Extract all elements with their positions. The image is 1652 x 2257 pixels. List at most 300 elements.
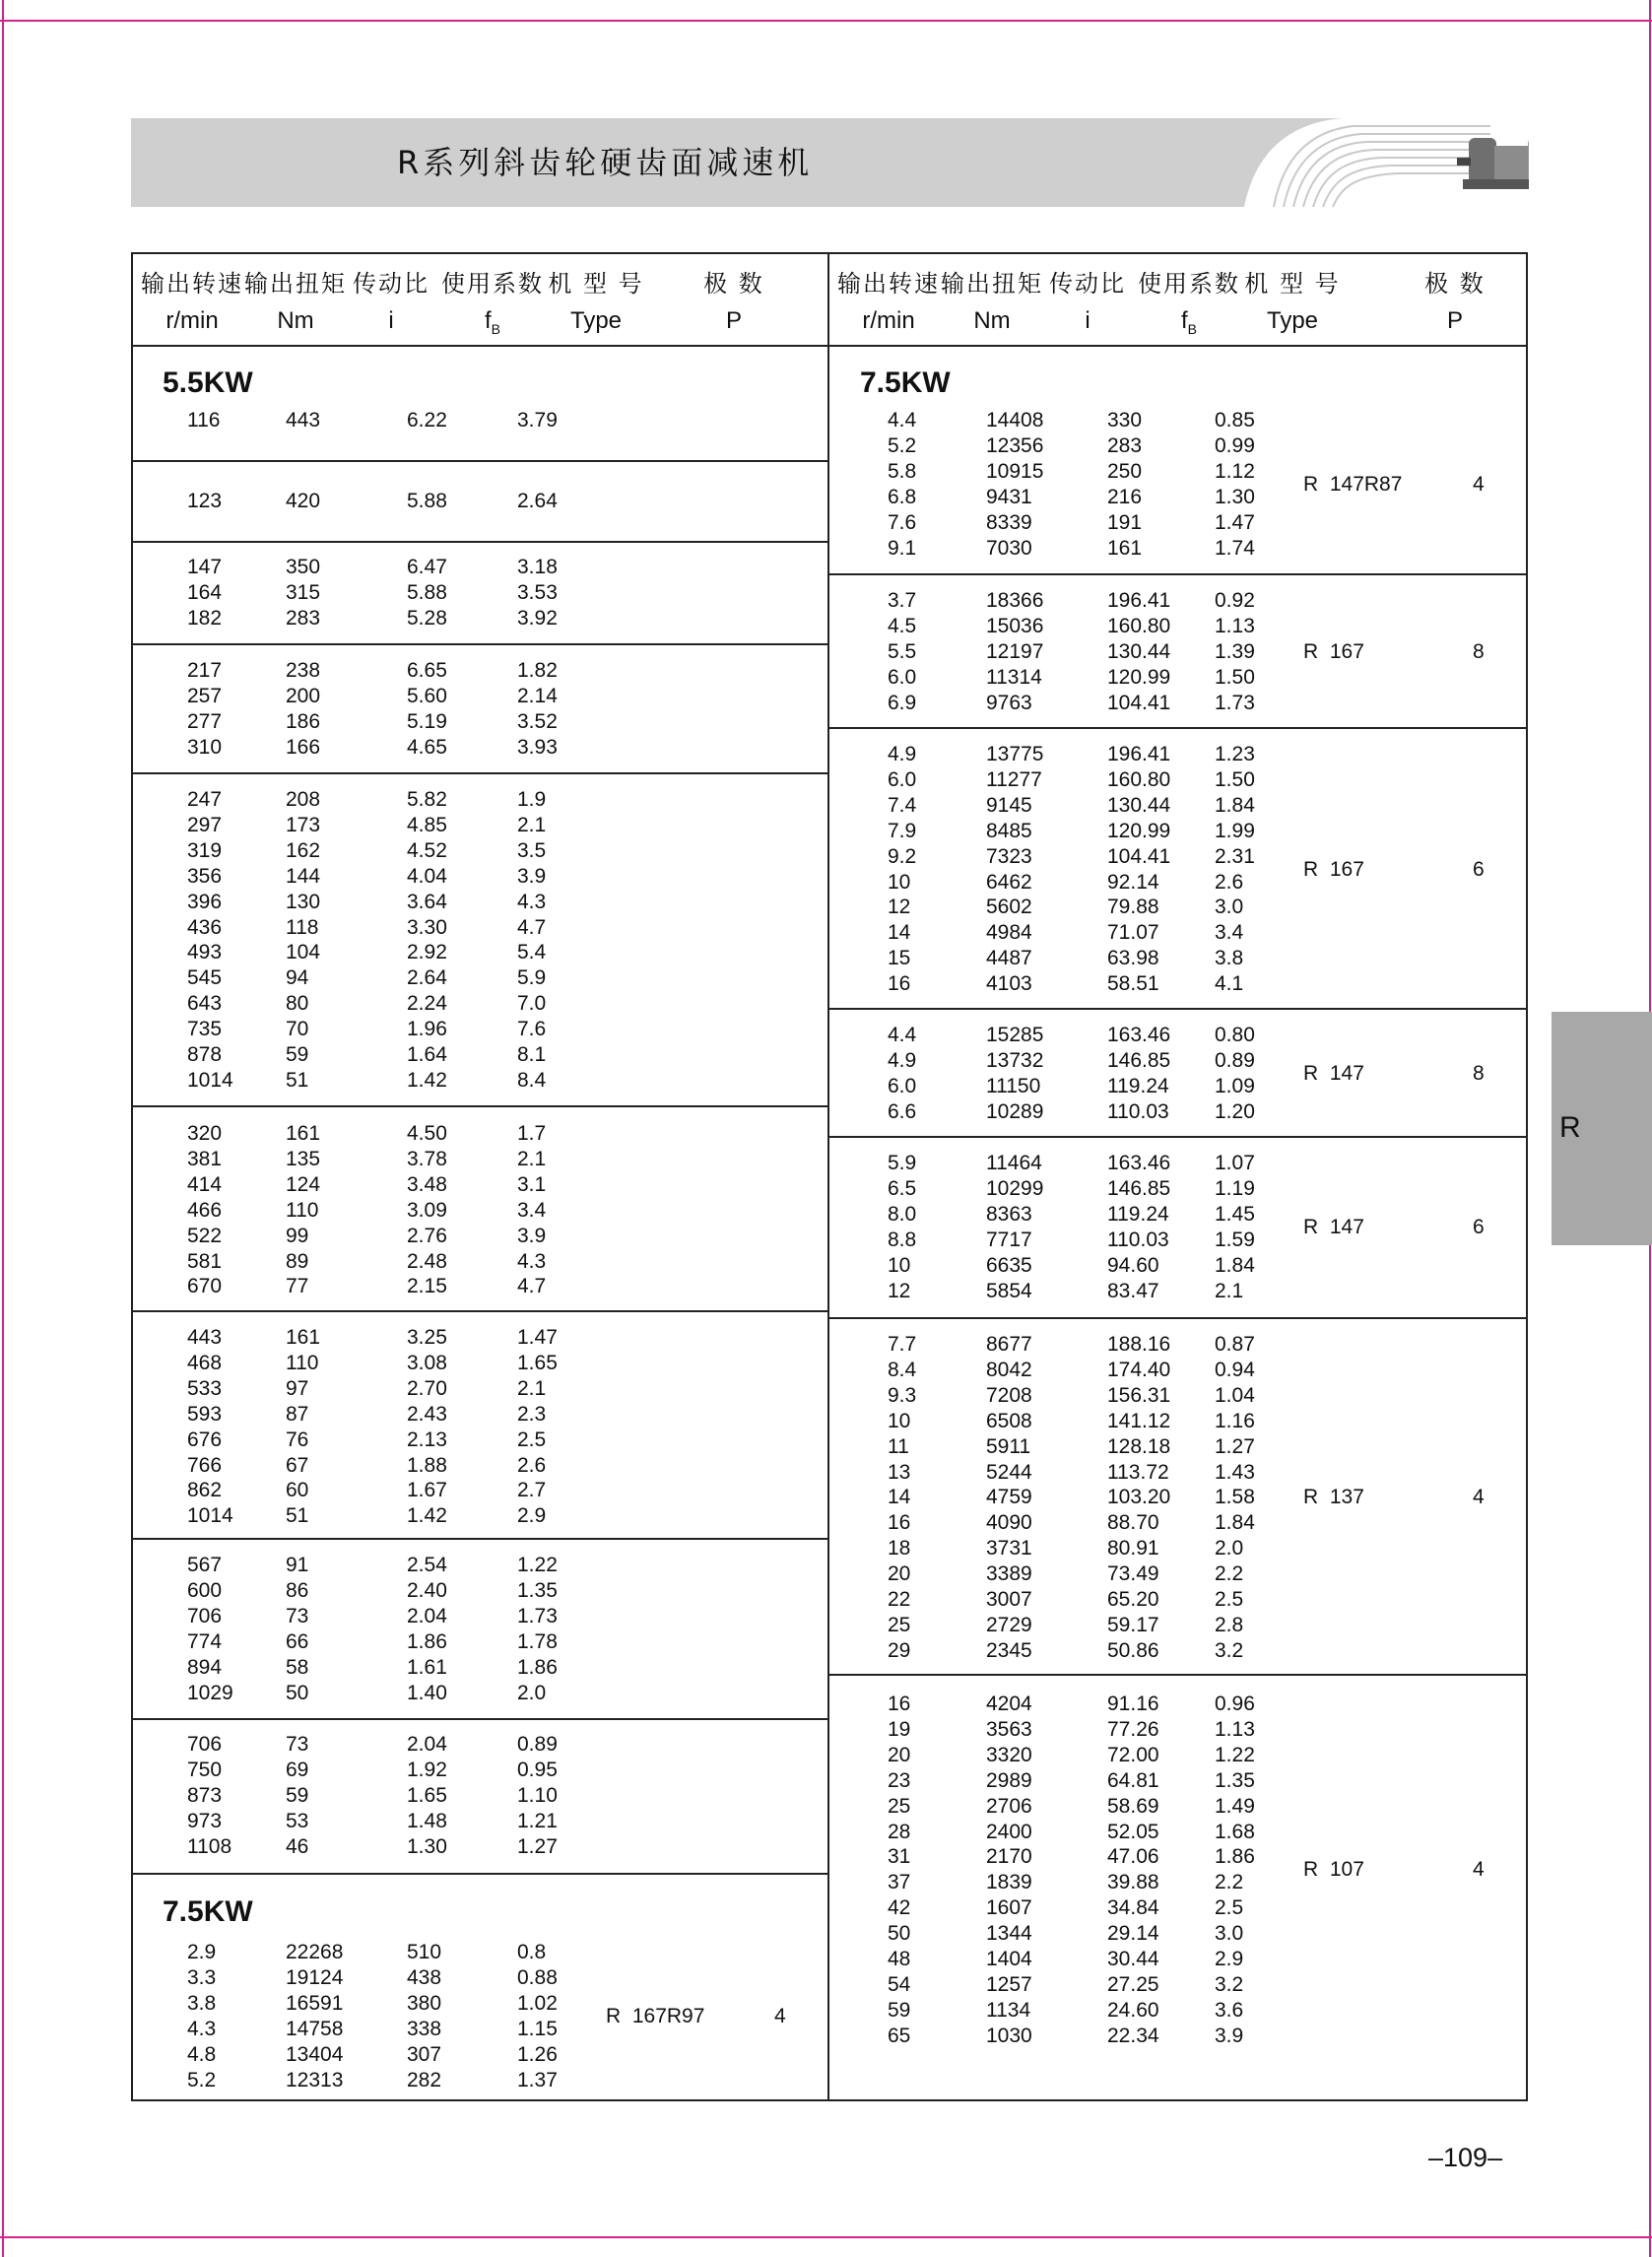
cell-service-factor: 1.82	[517, 659, 558, 682]
cell-speed: 23	[888, 1768, 911, 1792]
cell-service-factor: 7.6	[517, 1018, 547, 1041]
cell-service-factor: 1.20	[1215, 1099, 1255, 1123]
model-type-label: R 147	[1303, 1061, 1364, 1085]
cell-torque: 350	[286, 556, 321, 578]
cell-ratio: 174.40	[1107, 1358, 1171, 1381]
cell-speed: 545	[187, 966, 223, 990]
cell-ratio: 130.44	[1107, 793, 1171, 817]
table-row	[0, 1434, 1652, 1460]
cell-ratio: 5.88	[407, 580, 447, 604]
cell-speed: 5.2	[187, 2068, 217, 2091]
cell-speed: 4.9	[888, 743, 917, 765]
cell-service-factor: 1.02	[517, 1991, 558, 2015]
cell-ratio: 282	[407, 2068, 442, 2091]
cell-ratio: 146.85	[1107, 1048, 1171, 1072]
cell-service-factor: 1.7	[517, 1122, 547, 1145]
table-row	[0, 1510, 1652, 1536]
cell-torque: 9431	[986, 485, 1032, 508]
cell-speed: 2.9	[187, 1941, 217, 1963]
table-row	[0, 742, 1652, 767]
cell-service-factor: 2.1	[517, 1147, 547, 1170]
table-row	[0, 1279, 1652, 1304]
table-row	[0, 1794, 1652, 1820]
section-title-5-5kw: 5.5KW	[163, 366, 253, 399]
page-title: R系列斜齿轮硬齿面减速机	[397, 144, 814, 181]
cell-ratio: 1.96	[407, 1018, 447, 1041]
cell-torque: 50	[286, 1681, 309, 1704]
cell-speed: 973	[187, 1809, 223, 1832]
pole-count-label: 8	[1473, 639, 1485, 663]
model-type-label: R 107	[1303, 1858, 1364, 1882]
cell-ratio: 4.04	[407, 864, 447, 888]
cell-speed: 18	[888, 1537, 911, 1560]
cell-service-factor: 5.9	[517, 966, 547, 990]
cell-service-factor: 1.59	[1215, 1228, 1255, 1251]
cell-speed: 147	[187, 556, 223, 578]
cell-ratio: 2.24	[407, 992, 447, 1016]
cell-ratio: 77.26	[1107, 1717, 1159, 1741]
cell-service-factor: 2.2	[1215, 1562, 1244, 1586]
cell-service-factor: 3.93	[517, 735, 558, 759]
cell-ratio: 1.40	[407, 1681, 447, 1704]
cell-speed: 28	[888, 1820, 911, 1843]
cell-speed: 7.6	[888, 510, 917, 534]
cell-ratio: 29.14	[1107, 1922, 1159, 1946]
cell-torque: 4090	[986, 1511, 1032, 1535]
cell-service-factor: 2.5	[517, 1427, 547, 1451]
cell-torque: 3320	[986, 1743, 1032, 1766]
cell-torque: 2989	[986, 1768, 1032, 1792]
cell-service-factor: 1.47	[517, 1326, 558, 1349]
cell-ratio: 120.99	[1107, 665, 1171, 689]
cell-service-factor: 3.5	[517, 838, 547, 862]
cell-ratio: 34.84	[1107, 1896, 1159, 1920]
table-row	[0, 1692, 1652, 1717]
cell-speed: 862	[187, 1479, 223, 1502]
table-row	[0, 1409, 1652, 1434]
cell-torque: 1404	[986, 1948, 1032, 1970]
cell-speed: 277	[187, 709, 223, 733]
table-row	[0, 895, 1652, 920]
group-separator	[133, 1310, 827, 1312]
cell-speed: 9.1	[888, 536, 917, 560]
cell-ratio: 22.34	[1107, 2024, 1159, 2047]
cell-service-factor: 1.07	[1215, 1152, 1255, 1174]
cell-speed: 16	[888, 972, 911, 996]
cell-torque: 46	[286, 1834, 309, 1858]
table-row	[0, 1870, 1652, 1895]
cell-service-factor: 1.45	[1215, 1202, 1255, 1226]
cell-service-factor: 2.9	[1215, 1948, 1244, 1970]
cell-service-factor: 1.99	[1215, 819, 1255, 842]
table-row	[0, 1383, 1652, 1409]
cell-torque: 283	[286, 606, 321, 630]
cell-service-factor: 1.84	[1215, 1511, 1255, 1535]
cell-service-factor: 1.27	[1215, 1434, 1255, 1458]
cell-service-factor: 1.50	[1215, 665, 1255, 689]
cell-service-factor: 2.1	[517, 813, 547, 836]
cell-torque: 173	[286, 813, 321, 836]
model-type-label: R 147	[1303, 1215, 1364, 1238]
header-poles: 极 数 P	[703, 270, 764, 334]
cell-service-factor: 7.0	[517, 992, 547, 1016]
cell-torque: 14408	[986, 409, 1044, 431]
cell-service-factor: 2.1	[517, 1376, 547, 1400]
cell-ratio: 196.41	[1107, 743, 1171, 765]
cell-ratio: 72.00	[1107, 1743, 1159, 1766]
cell-ratio: 4.52	[407, 838, 447, 862]
table-row	[0, 819, 1652, 844]
cell-speed: 4.3	[187, 2017, 217, 2040]
cell-torque: 4984	[986, 921, 1032, 945]
cell-speed: 735	[187, 1018, 223, 1041]
cell-service-factor: 1.35	[1215, 1768, 1255, 1792]
cell-speed: 164	[187, 580, 223, 604]
cell-torque: 11464	[986, 1152, 1042, 1174]
cell-ratio: 216	[1107, 485, 1143, 508]
cell-speed: 533	[187, 1376, 223, 1400]
cell-ratio: 110.03	[1107, 1228, 1169, 1251]
cell-ratio: 27.25	[1107, 1972, 1159, 1996]
cell-torque: 11150	[986, 1074, 1041, 1097]
table-row	[0, 1121, 1652, 1147]
model-type-label: R 167R97	[606, 2004, 705, 2027]
cell-ratio: 5.19	[407, 709, 447, 733]
cell-torque: 1839	[986, 1871, 1032, 1894]
cell-service-factor: 1.65	[517, 1351, 558, 1374]
cell-ratio: 146.85	[1107, 1176, 1171, 1200]
cell-speed: 8.4	[888, 1358, 917, 1381]
table-row	[0, 1176, 1652, 1202]
cell-service-factor: 0.96	[1215, 1693, 1255, 1715]
cell-torque: 15036	[986, 614, 1044, 637]
cell-torque: 7030	[986, 536, 1032, 560]
cell-ratio: 88.70	[1107, 1511, 1159, 1535]
cell-torque: 8485	[986, 819, 1032, 842]
cell-torque: 13732	[986, 1048, 1044, 1072]
cell-ratio: 50.86	[1107, 1638, 1159, 1662]
cell-speed: 54	[888, 1972, 911, 1996]
cell-ratio: 2.92	[407, 941, 447, 964]
cell-service-factor: 1.30	[1215, 485, 1255, 508]
cell-torque: 66	[286, 1629, 309, 1653]
cell-service-factor: 1.22	[517, 1554, 558, 1576]
cell-ratio: 59.17	[1107, 1613, 1159, 1636]
table-row	[0, 1099, 1652, 1125]
cell-service-factor: 4.7	[517, 1275, 547, 1298]
cell-service-factor: 2.6	[1215, 870, 1244, 894]
cell-torque: 4487	[986, 947, 1032, 970]
table-row	[0, 1613, 1652, 1638]
cell-service-factor: 0.87	[1215, 1333, 1255, 1356]
cell-speed: 6.0	[888, 767, 917, 791]
cell-ratio: 130.44	[1107, 639, 1171, 663]
cell-service-factor: 0.92	[1215, 589, 1255, 612]
table-row	[0, 1820, 1652, 1845]
cell-ratio: 1.65	[407, 1783, 447, 1807]
cell-service-factor: 0.95	[517, 1758, 558, 1781]
cell-speed: 11	[888, 1434, 909, 1458]
cell-torque: 5602	[986, 896, 1032, 919]
cell-service-factor: 1.35	[517, 1578, 558, 1602]
cell-service-factor: 2.3	[517, 1402, 547, 1426]
table-row	[0, 1561, 1652, 1587]
cell-service-factor: 1.73	[517, 1604, 558, 1627]
cell-ratio: 3.25	[407, 1326, 447, 1349]
cell-torque: 67	[286, 1453, 309, 1477]
cell-speed: 7.4	[888, 793, 917, 817]
cell-service-factor: 0.89	[517, 1733, 558, 1756]
cell-torque: 238	[286, 659, 321, 682]
cell-service-factor: 1.21	[517, 1809, 558, 1832]
cell-ratio: 1.88	[407, 1453, 447, 1477]
cell-ratio: 160.80	[1107, 767, 1171, 791]
page-number: –109–	[1428, 2143, 1503, 2172]
cell-service-factor: 1.39	[1215, 639, 1255, 663]
cell-speed: 1014	[187, 1068, 233, 1092]
cell-torque: 13775	[986, 743, 1044, 765]
pole-count-label: 4	[1473, 1858, 1485, 1882]
cell-service-factor: 3.4	[1215, 921, 1244, 945]
cell-speed: 48	[888, 1948, 911, 1970]
cell-ratio: 510	[407, 1941, 442, 1963]
cell-ratio: 39.88	[1107, 1871, 1159, 1894]
header-ratio: 传动比 i	[353, 270, 430, 334]
table-row	[0, 1895, 1652, 1921]
cell-torque: 80	[286, 992, 309, 1016]
cell-service-factor: 1.16	[1215, 1409, 1255, 1432]
cell-ratio: 156.31	[1107, 1383, 1171, 1407]
cell-ratio: 5.28	[407, 606, 447, 630]
cell-torque: 8677	[986, 1333, 1032, 1356]
pole-count-label: 8	[1473, 1061, 1485, 1085]
cell-speed: 493	[187, 941, 223, 964]
cell-speed: 5.9	[888, 1152, 917, 1174]
table-row	[0, 1460, 1652, 1486]
cell-ratio: 1.86	[407, 1629, 447, 1653]
table-row	[0, 971, 1652, 997]
table-row	[0, 870, 1652, 896]
cell-torque: 144	[286, 864, 321, 888]
cell-speed: 1029	[187, 1681, 233, 1704]
pole-count-label: 4	[1473, 1486, 1485, 1509]
cell-ratio: 6.22	[407, 409, 447, 431]
cell-speed: 676	[187, 1427, 223, 1451]
cell-speed: 13	[888, 1460, 911, 1484]
table-row	[0, 1921, 1652, 1947]
cell-service-factor: 1.86	[1215, 1845, 1255, 1869]
table-row	[0, 614, 1652, 639]
table-row	[0, 1151, 1652, 1176]
cell-torque: 118	[286, 915, 319, 939]
cell-speed: 6.8	[888, 485, 917, 508]
cell-speed: 12	[888, 1279, 911, 1302]
pole-count-label: 6	[1473, 857, 1485, 881]
cell-torque: 4103	[986, 972, 1032, 996]
cell-torque: 77	[286, 1275, 309, 1298]
cell-service-factor: 1.22	[1215, 1743, 1255, 1766]
cell-service-factor: 3.52	[517, 709, 558, 733]
cell-service-factor: 2.31	[1215, 844, 1255, 868]
cell-service-factor: 2.7	[517, 1479, 547, 1502]
table-row	[0, 1743, 1652, 1768]
cell-ratio: 71.07	[1107, 921, 1159, 945]
cell-speed: 468	[187, 1351, 223, 1374]
cell-speed: 20	[888, 1562, 911, 1586]
cell-ratio: 1.30	[407, 1834, 447, 1858]
table-row	[0, 1074, 1652, 1099]
cell-torque: 3389	[986, 1562, 1032, 1586]
cell-torque: 76	[286, 1427, 309, 1451]
cell-torque: 104	[286, 941, 321, 964]
cell-speed: 217	[187, 659, 223, 682]
cell-speed: 16	[888, 1511, 911, 1535]
cell-torque: 2729	[986, 1613, 1032, 1636]
cell-speed: 12	[888, 896, 911, 919]
cell-torque: 18366	[986, 589, 1044, 612]
cell-torque: 12197	[986, 639, 1044, 663]
cell-service-factor: 1.26	[517, 2042, 558, 2066]
cell-torque: 7208	[986, 1383, 1032, 1407]
cell-ratio: 128.18	[1107, 1434, 1171, 1458]
cell-speed: 4.9	[888, 1048, 917, 1072]
table-row	[0, 433, 1652, 459]
cell-speed: 567	[187, 1554, 223, 1576]
cell-ratio: 2.64	[407, 966, 447, 990]
cell-torque: 9145	[986, 793, 1032, 817]
cell-torque: 10289	[986, 1099, 1044, 1123]
cell-speed: 182	[187, 606, 223, 630]
cell-ratio: 91.16	[1107, 1693, 1159, 1715]
cell-torque: 73	[286, 1733, 309, 1756]
cell-service-factor: 2.0	[1215, 1537, 1244, 1560]
column-header-right	[829, 254, 1526, 347]
cell-speed: 436	[187, 915, 223, 939]
cell-service-factor: 3.92	[517, 606, 558, 630]
cell-ratio: 380	[407, 1991, 442, 2015]
header-service-factor: 使用系数 $f_B$	[1138, 270, 1240, 337]
cell-speed: 5.5	[888, 639, 917, 663]
table-row	[0, 691, 1652, 716]
cell-speed: 22	[888, 1588, 911, 1611]
cell-service-factor: 1.09	[1215, 1074, 1255, 1097]
cell-ratio: 307	[407, 2042, 442, 2066]
cell-ratio: 2.48	[407, 1249, 447, 1273]
table-row	[0, 1998, 1652, 2024]
cell-service-factor: 1.49	[1215, 1794, 1255, 1818]
table-row	[0, 1202, 1652, 1228]
cell-service-factor: 3.9	[517, 864, 547, 888]
cell-service-factor: 1.9	[517, 788, 547, 811]
cell-torque: 19124	[286, 1965, 344, 1989]
cell-speed: 20	[888, 1743, 911, 1766]
cell-ratio: 2.04	[407, 1604, 447, 1627]
cell-speed: 4.8	[187, 2042, 217, 2066]
cell-service-factor: 1.13	[1215, 1717, 1255, 1741]
cell-service-factor: 0.88	[517, 1965, 558, 1989]
cell-speed: 25	[888, 1794, 911, 1818]
cell-ratio: 163.46	[1107, 1152, 1171, 1174]
cell-service-factor: 3.79	[517, 409, 558, 431]
cell-ratio: 58.69	[1107, 1794, 1159, 1818]
cell-ratio: 5.60	[407, 684, 447, 707]
cell-ratio: 141.12	[1107, 1409, 1171, 1432]
cell-service-factor: 0.99	[1215, 433, 1255, 457]
cell-ratio: 119.24	[1107, 1202, 1169, 1226]
table-row	[0, 1023, 1652, 1048]
cell-torque: 162	[286, 838, 321, 862]
cell-torque: 124	[286, 1172, 321, 1196]
cell-service-factor: 1.73	[1215, 691, 1255, 714]
cell-torque: 13404	[286, 2042, 344, 2066]
cell-torque: 91	[286, 1554, 309, 1576]
cell-service-factor: 2.1	[1215, 1279, 1244, 1302]
cell-speed: 522	[187, 1224, 223, 1247]
cell-speed: 581	[187, 1249, 223, 1273]
cell-torque: 12356	[986, 433, 1044, 457]
cell-torque: 1607	[986, 1896, 1032, 1920]
cell-torque: 166	[286, 735, 321, 759]
cell-torque: 70	[286, 1018, 309, 1041]
table-row	[0, 2024, 1652, 2049]
cell-speed: 466	[187, 1198, 223, 1222]
cell-service-factor: 1.84	[1215, 1253, 1255, 1277]
cell-speed: 6.0	[888, 665, 917, 689]
cell-ratio: 30.44	[1107, 1948, 1159, 1970]
cell-speed: 5.8	[888, 459, 917, 483]
cell-ratio: 24.60	[1107, 1998, 1159, 2022]
table-row	[0, 1048, 1652, 1074]
cell-service-factor: 3.0	[1215, 1922, 1244, 1946]
cell-speed: 14	[888, 1486, 911, 1509]
cell-torque: 9763	[986, 691, 1032, 714]
cell-speed: 4.5	[888, 614, 917, 637]
cell-service-factor: 3.2	[1215, 1972, 1244, 1996]
cell-speed: 6.9	[888, 691, 917, 714]
cell-ratio: 3.48	[407, 1172, 447, 1196]
cell-torque: 161	[286, 1122, 321, 1145]
cell-torque: 97	[286, 1376, 309, 1400]
section-title-7-5kw-left: 7.5KW	[163, 1895, 253, 1928]
cell-speed: 123	[187, 490, 223, 512]
table-row	[0, 1717, 1652, 1743]
table-row	[0, 1536, 1652, 1561]
cell-speed: 5.2	[888, 433, 917, 457]
cell-torque: 51	[286, 1504, 309, 1528]
cell-torque: 51	[286, 1068, 309, 1092]
cell-ratio: 3.08	[407, 1351, 447, 1374]
cell-service-factor: 1.12	[1215, 459, 1255, 483]
cell-service-factor: 2.0	[517, 1681, 547, 1704]
cell-torque: 6508	[986, 1409, 1032, 1432]
cell-ratio: 438	[407, 1965, 442, 1989]
cell-speed: 8.8	[888, 1228, 917, 1251]
pole-count-label: 6	[1473, 1215, 1485, 1238]
model-type-label: R 147R87	[1303, 472, 1403, 496]
cell-torque: 99	[286, 1224, 309, 1247]
cell-ratio: 64.81	[1107, 1768, 1159, 1792]
cell-speed: 873	[187, 1783, 223, 1807]
cell-service-factor: 1.04	[1215, 1383, 1255, 1407]
cell-ratio: 104.41	[1107, 691, 1171, 714]
cell-ratio: 83.47	[1107, 1279, 1159, 1302]
cell-ratio: 3.30	[407, 915, 447, 939]
table-row	[0, 510, 1652, 536]
header-type: 机 型 号 Type	[1244, 270, 1341, 334]
cell-torque: 8363	[986, 1202, 1032, 1226]
model-type-label: R 137	[1303, 1486, 1364, 1509]
cell-service-factor: 1.58	[1215, 1486, 1255, 1509]
